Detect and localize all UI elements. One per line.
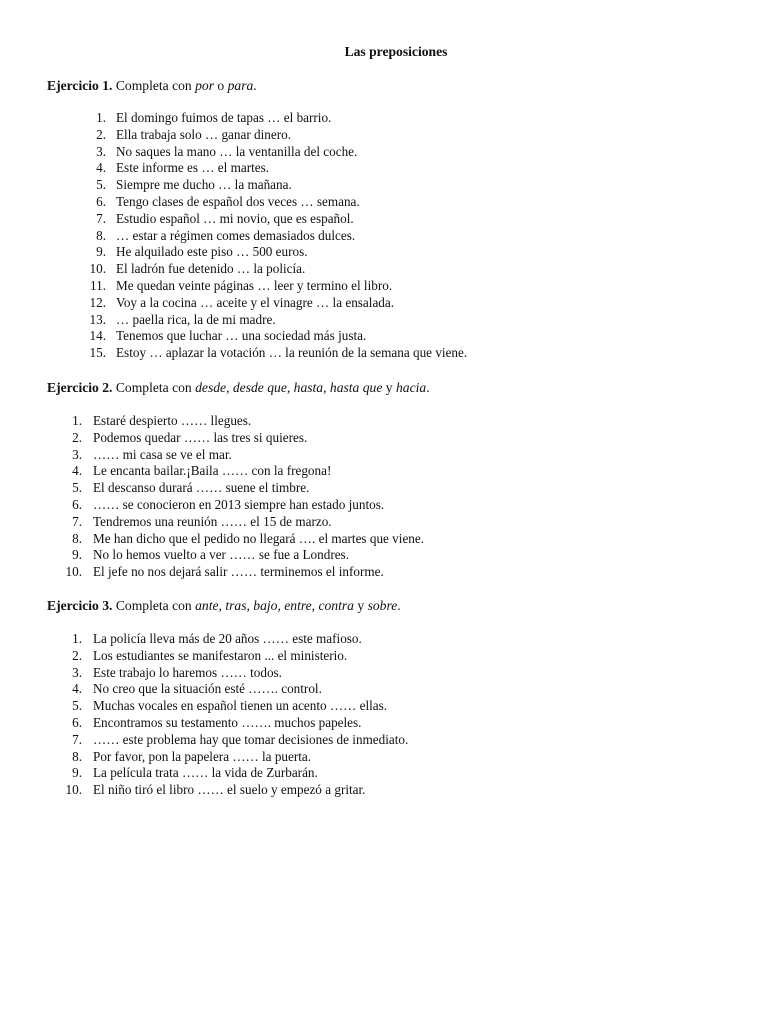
item-number: 8.	[96, 227, 106, 243]
item-text: Estaré despierto …… llegues.	[93, 413, 252, 428]
item-text: Tengo clases de español dos veces … semana.	[116, 193, 360, 209]
item-number: 13.	[89, 311, 106, 327]
item-text: Le encanta bailar.¡Baila …… con la fregona!	[93, 463, 332, 479]
exercise2-end: .	[426, 380, 430, 395]
page-title: Las preposiciones	[344, 44, 448, 59]
item-text: El domingo fuimos de tapas … el barrio.	[116, 110, 332, 125]
item-text: … paella rica, la de mi madre.	[116, 311, 276, 327]
item-number: 3.	[96, 143, 106, 159]
item-number: 14.	[89, 328, 106, 344]
item-number: 2.	[96, 126, 106, 142]
exercise1-intro: Completa con	[112, 78, 196, 93]
item-text: Los estudiantes se manifestaron ... el ministerio.	[93, 647, 348, 663]
item-number: 1.	[72, 631, 82, 646]
item-number: 10.	[89, 261, 106, 277]
item-text: El niño tiró el libro …… el suelo y empezó a gritar.	[93, 782, 366, 798]
exercise1-end: .	[253, 78, 257, 93]
exercise1-label: Ejercicio 1.	[47, 78, 113, 93]
item-number: 11.	[90, 277, 106, 293]
item-number: 6.	[72, 496, 82, 512]
item-text: La película trata …… la vida de Zurbarán.	[93, 765, 318, 781]
item-text: Ella trabaja solo … ganar dinero.	[116, 126, 292, 142]
exercise2-heading	[47, 380, 430, 396]
item-number: 5.	[72, 480, 82, 496]
item-number: 5.	[96, 177, 106, 193]
item-number: 8.	[72, 530, 82, 546]
item-text: Me quedan veinte páginas … leer y termino el libro.	[116, 277, 393, 293]
item-number: 1.	[72, 413, 82, 428]
item-number: 6.	[72, 714, 82, 730]
item-number: 4.	[72, 681, 82, 697]
exercise3-end: .	[397, 598, 401, 613]
exercise1-sep: o	[214, 78, 228, 93]
exercise2-sep: y	[382, 380, 396, 395]
exercise3-sep: y	[353, 598, 368, 613]
item-number: 9.	[72, 765, 82, 781]
item-text: …… este problema hay que tomar decisiones de inmediato.	[93, 731, 409, 747]
item-text: Estoy … aplazar la votación … la reunión de la semana que viene.	[116, 345, 468, 361]
item-number: 1.	[96, 110, 106, 125]
item-number: 15.	[89, 345, 106, 361]
exercise2-intro: Completa con	[112, 380, 196, 395]
exercise2-label: Ejercicio 2.	[47, 380, 113, 395]
item-number: 7.	[96, 210, 106, 226]
item-number: 12.	[89, 294, 106, 310]
exercise1-heading	[47, 78, 257, 94]
item-text: Tenemos que luchar … una sociedad más justa.	[116, 328, 367, 344]
item-text: No saques la mano … la ventanilla del coche.	[116, 143, 358, 159]
item-text: Estudio español … mi novio, que es español.	[116, 210, 354, 226]
item-text: Tendremos una reunión …… el 15 de marzo.	[93, 513, 332, 529]
item-text: Muchas vocales en español tienen un acento …… ellas.	[93, 698, 388, 714]
item-text: La policía lleva más de 20 años …… este mafioso.	[93, 631, 362, 646]
exercise1-word-para: para	[227, 78, 254, 93]
item-number: 3.	[72, 664, 82, 680]
exercise1-word-por: por	[195, 78, 215, 93]
exercise3-words: ante, tras, bajo, entre, contra	[195, 598, 354, 613]
exercise3-label: Ejercicio 3.	[47, 598, 113, 613]
item-text: He alquilado este piso … 500 euros.	[116, 244, 308, 260]
item-number: 10.	[65, 782, 82, 798]
item-number: 8.	[72, 748, 82, 764]
item-number: 6.	[96, 193, 106, 209]
item-text: Este informe es … el martes.	[116, 160, 270, 176]
item-text: …… mi casa se ve el mar.	[93, 446, 232, 462]
item-number: 7.	[72, 731, 82, 747]
item-text: …… se conocieron en 2013 siempre han estado juntos.	[93, 496, 385, 512]
item-number: 9.	[72, 547, 82, 563]
item-number: 2.	[72, 647, 82, 663]
item-text: Por favor, pon la papelera …… la puerta.	[93, 748, 312, 764]
item-text: Siempre me ducho … la mañana.	[116, 177, 292, 193]
item-number: 4.	[72, 463, 82, 479]
item-text: Podemos quedar …… las tres si quieres.	[93, 429, 308, 445]
item-number: 5.	[72, 698, 82, 714]
item-text: El ladrón fue detenido … la policía.	[116, 261, 306, 277]
item-text: El jefe no nos dejará salir …… terminemos el informe.	[93, 564, 384, 580]
exercise3-intro: Completa con	[112, 598, 196, 613]
item-number: 3.	[72, 446, 82, 462]
item-text: Encontramos su testamento ……. muchos papeles.	[93, 714, 362, 730]
item-number: 9.	[96, 244, 106, 260]
exercise2-last-word: hacia	[395, 380, 427, 395]
item-number: 10.	[65, 564, 82, 580]
item-text: Voy a la cocina … aceite y el vinagre … la ensalada.	[116, 294, 395, 310]
item-number: 7.	[72, 513, 82, 529]
item-number: 4.	[96, 160, 106, 176]
item-text: Este trabajo lo haremos …… todos.	[93, 664, 282, 680]
item-text: Me han dicho que el pedido no llegará …. el martes que viene.	[93, 530, 425, 546]
item-text: … estar a régimen comes demasiados dulces.	[116, 227, 356, 243]
exercise3-heading	[47, 598, 401, 614]
item-number: 2.	[72, 429, 82, 445]
item-text: El descanso durará …… suene el timbre.	[93, 480, 310, 496]
item-text: No lo hemos vuelto a ver …… se fue a Londres.	[93, 547, 349, 563]
item-text: No creo que la situación esté ……. control.	[93, 681, 322, 697]
exercise3-last-word: sobre	[367, 598, 398, 613]
exercise2-words: desde, desde que, hasta, hasta que	[195, 380, 383, 395]
